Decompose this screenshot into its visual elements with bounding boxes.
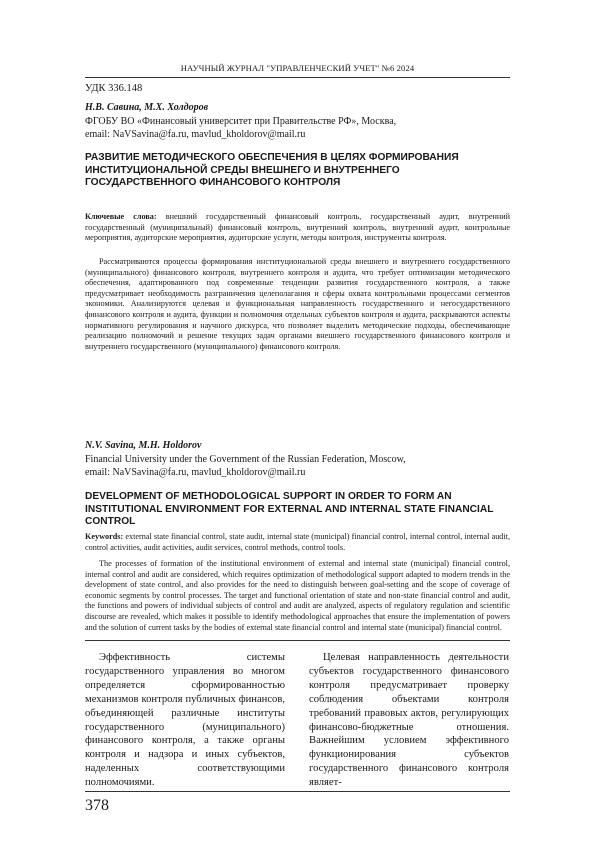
authors-en: N.V. Savina, M.H. Holdorov bbox=[85, 440, 202, 451]
authors-ru: Н.В. Савина, М.Х. Холдоров bbox=[85, 102, 209, 113]
keywords-en bbox=[85, 532, 510, 553]
abstract-en: The processes of formation of the institutional environment of external and internal state (municipal) financial control, internal control and audit are considered, which requires optimization of methodological support adapted to modern trends in the development of state control, and also provides for the need to distinguish between goal-setting and the scope of coverage of economic segments by control processes. The target and functional orientation of state and non-state financial control and audit, the functions and powers of individual subjects of control and audit are analyzed, aspects of regulatory regulation and scientific discourse are revealed, which makes it possible to identify methodological approaches that ensure the implementation of powers and the solution of current tasks by the bodies of external state financial control and internal state (municipal) financial control. bbox=[85, 559, 510, 632]
keywords-ru-text: внешний государственный финансовый контроль, государственный аудит, внутренний государственный (муниципальный) финансовый контроль, внутренний контроль, внутренний аудит, контрольные мероприятия, аудиторские мероприятия, аудиторские услуги, методы контроля, инструменты контроля. bbox=[85, 212, 510, 243]
page-number: 378 bbox=[85, 797, 109, 814]
body-column-right: Целевая направленность деятельности субъектов государственного финансового контроля предусматривает проверку соблюдения объектами контроля требований правовых актов, регулирующих финансово-бюджетные отношения. Важнейшим условием эффективного функционирования субъектов государственного финансового контроля являет- bbox=[309, 652, 509, 789]
affiliation-ru: ФГОБУ ВО «Финансовый университет при Правительстве РФ», Москва, bbox=[85, 116, 397, 127]
keywords-en-label: Keywords: bbox=[85, 532, 124, 541]
keywords-en-text: external state financial control, state audit, internal state (municipal) financial control, internal control, internal audit, control activities, audit activities, audit services, control methods, control tools. bbox=[85, 532, 510, 552]
affiliation-en-block bbox=[85, 453, 510, 479]
udk-code: УДК 336.148 bbox=[85, 83, 143, 94]
title-ru: РАЗВИТИЕ МЕТОДИЧЕСКОГО ОБЕСПЕЧЕНИЯ В ЦЕЛЯХ ФОРМИРОВАНИЯ ИНСТИТУЦИОНАЛЬНОЙ СРЕДЫ ВНЕШНЕГО И ВНУТРЕННЕГО ГОСУДАРСТВЕННОГО ФИНАНСОВОГО КОНТРОЛЯ bbox=[85, 152, 459, 189]
keywords-ru-label: Ключевые слова: bbox=[85, 212, 157, 221]
header-rule bbox=[85, 77, 510, 78]
abstract-ru: Рассматриваются процессы формирования институциональной среды внешнего и внутреннего государственного (муниципального) финансового контроля, внутреннего контроля и аудита, что требует оптимизации методического обеспечения, адаптированного под современные тенденции развития государственного контроля, а также предусматривает необходимость разграничения целеполагания и сферы охвата контрольными процессами сегментов экономики. Анализируются целевая и функциональная направленность государственного и негосударственного финансового контроля и аудита, функции и полномочия отдельных субъектов контроля и аудита, раскрываются аспекты нормативного регулирования и научного дискурса, что позволяет выделить методические подходы, обеспечивающие реализацию полномочий и решение текущих задач органами внешнего государственного финансового контроля и внутреннего государственного (муниципального) финансового контроля. bbox=[85, 257, 510, 351]
email-ru: email: NaVSavina@fa.ru, mavlud_kholdorov@mail.ru bbox=[85, 129, 306, 140]
body-rule bbox=[85, 640, 510, 641]
keywords-ru bbox=[85, 212, 510, 244]
affiliation-ru-block bbox=[85, 115, 510, 141]
journal-header: НАУЧНЫЙ ЖУРНАЛ "УПРАВЛЕНЧЕСКИЙ УЧЕТ" №6 2024 bbox=[180, 63, 415, 73]
body-column-left: Эффективность системы государственного управления во многом определяется сформированностью механизмов контроля публичных финансов, объединяющей различные институты государственного (муниципального) финансового контроля, а также органы контроля и надзора и иных субъектов, наделенных соответствующими полномочиями. bbox=[85, 652, 285, 789]
title-en: DEVELOPMENT OF METHODOLOGICAL SUPPORT IN ORDER TO FORM AN INSTITUTIONAL ENVIRONMENT FOR EXTERNAL AND INTERNAL STATE FINANCIAL CONTROL bbox=[85, 491, 494, 528]
footer-rule bbox=[85, 791, 510, 792]
affiliation-en: Financial University under the Government of the Russian Federation, Moscow, bbox=[85, 454, 406, 465]
email-en: email: NaVSavina@fa.ru, mavlud_kholdorov@mail.ru bbox=[85, 467, 306, 478]
